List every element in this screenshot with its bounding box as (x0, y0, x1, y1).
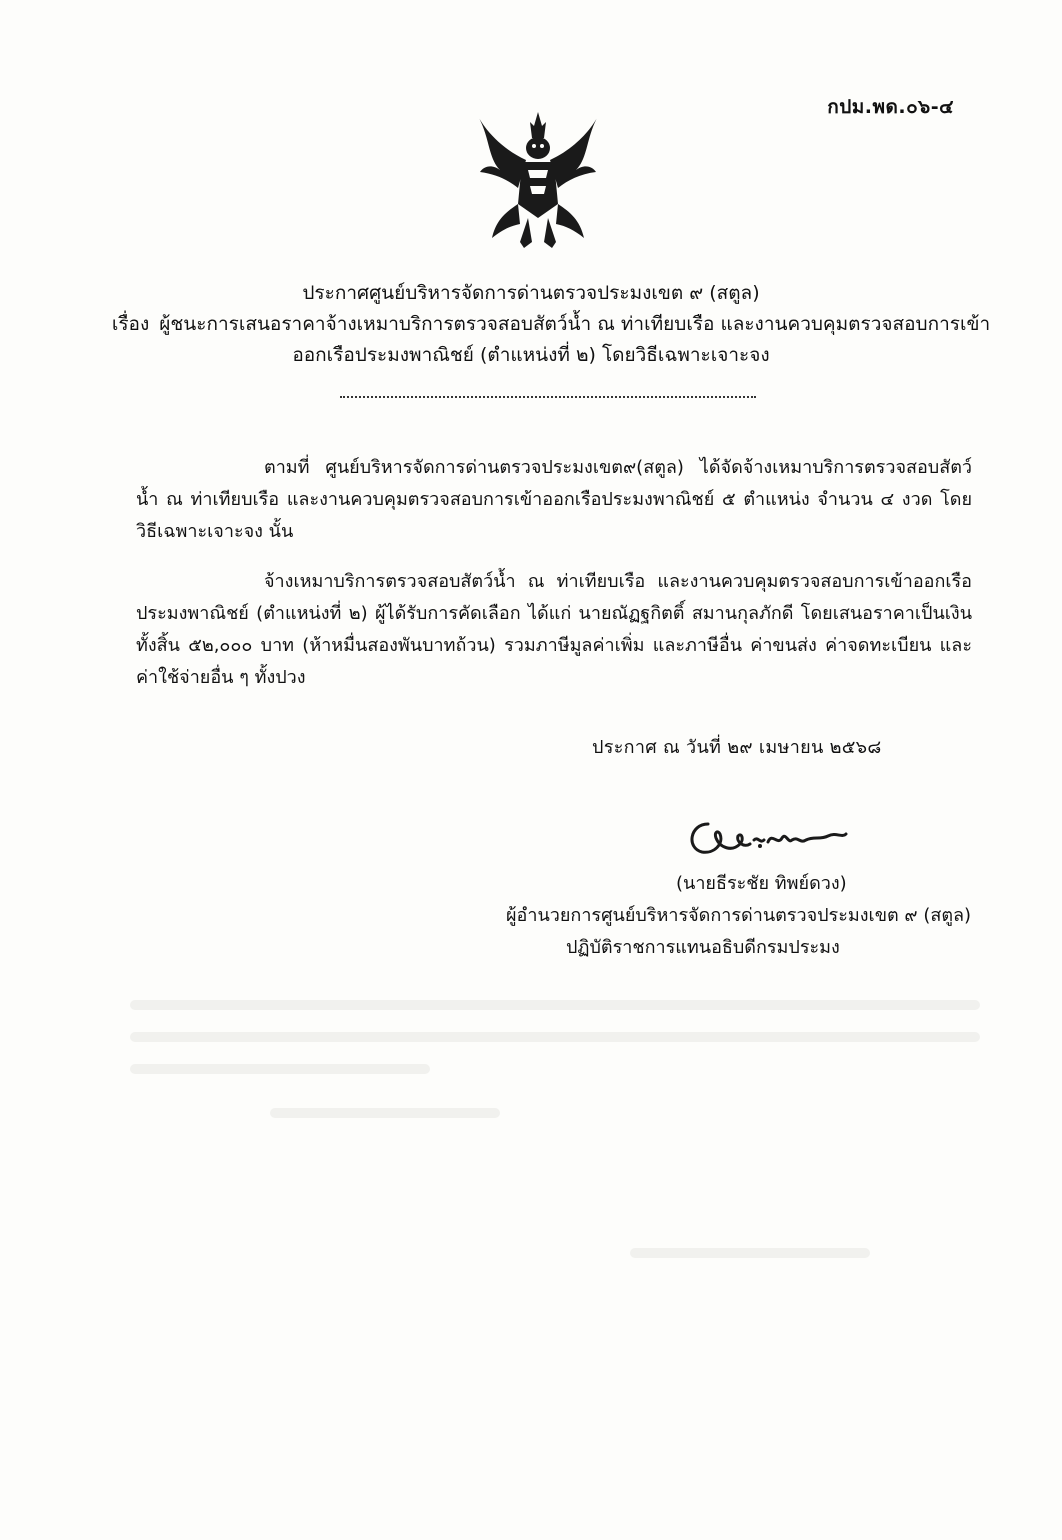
subject-line-1: ผู้ชนะการเสนอราคาจ้างเหมาบริการตรวจสอบสัตว์น้ำ ณ ท่าเทียบเรือ และงานควบคุมตรวจสอบการเข้า (159, 313, 991, 335)
paragraph-2-text: จ้างเหมาบริการตรวจสอบสัตว์น้ำ ณ ท่าเทียบเรือ และงานควบคุมตรวจสอบการเข้าออกเรือประมงพาณิชย์ (ตำแหน่งที่ ๒) ผู้ได้รับการคัดเลือก ได้แก่ นายณัฏฐกิตติ์ สมานกุลภักดี โดยเสนอราคาเป็นเงินทั้งสิ้น ๕๒,๐๐๐ บาท (ห้าหมื่นสองพันบาทถ้วน) รวมภาษีมูลค่าเพิ่ม และภาษีอื่น ค่าขนส่ง ค่าจดทะเบียน และค่าใช้จ่ายอื่น ๆ ทั้งปวง (136, 571, 972, 688)
signer-position: ผู้อำนวยการศูนย์บริหารจัดการด่านตรวจประมงเขต ๙ (สตูล) (506, 905, 972, 926)
bleed-through-mark (130, 1032, 980, 1042)
body-paragraph-2 (136, 566, 972, 694)
bleed-through-mark (630, 1248, 870, 1258)
dotted-divider (340, 396, 756, 398)
bleed-through-mark (130, 1064, 430, 1074)
paragraph-1-text: ตามที่ ศูนย์บริหารจัดการด่านตรวจประมงเขต๙(สตูล) ได้จัดจ้างเหมาบริการตรวจสอบสัตว์น้ำ ณ ท่าเทียบเรือ และงานควบคุมตรวจสอบการเข้าออกเรือประมงพาณิชย์ ๕ ตำแหน่ง จำนวน ๔ งวด โดยวิธีเฉพาะเจาะจง นั้น (136, 457, 972, 542)
announcement-date: ประกาศ ณ วันที่ ๒๙ เมษายน ๒๕๖๘ (592, 737, 882, 758)
subject-line-2: ออกเรือประมงพาณิชย์ (ตำแหน่งที่ ๒) โดยวิธีเฉพาะเจาะจง (292, 344, 770, 366)
handwritten-signature (680, 810, 850, 866)
subject-label: เรื่อง (111, 313, 150, 335)
document-title: ประกาศศูนย์บริหารจัดการด่านตรวจประมงเขต ๙ (สตูล) (302, 282, 760, 304)
signer-acting-for: ปฏิบัติราชการแทนอธิบดีกรมประมง (566, 937, 840, 958)
body-paragraph-1 (136, 452, 972, 548)
document-code: กปม.พด.๐๖-๔ (827, 96, 954, 118)
document-subject (0, 309, 1062, 340)
bleed-through-mark (130, 1000, 980, 1010)
bleed-through-mark (270, 1108, 500, 1118)
document-title-block (0, 278, 1062, 371)
signer-name: (นายธีระชัย ทิพย์ดวง) (676, 873, 847, 894)
garuda-emblem-icon (470, 108, 606, 250)
